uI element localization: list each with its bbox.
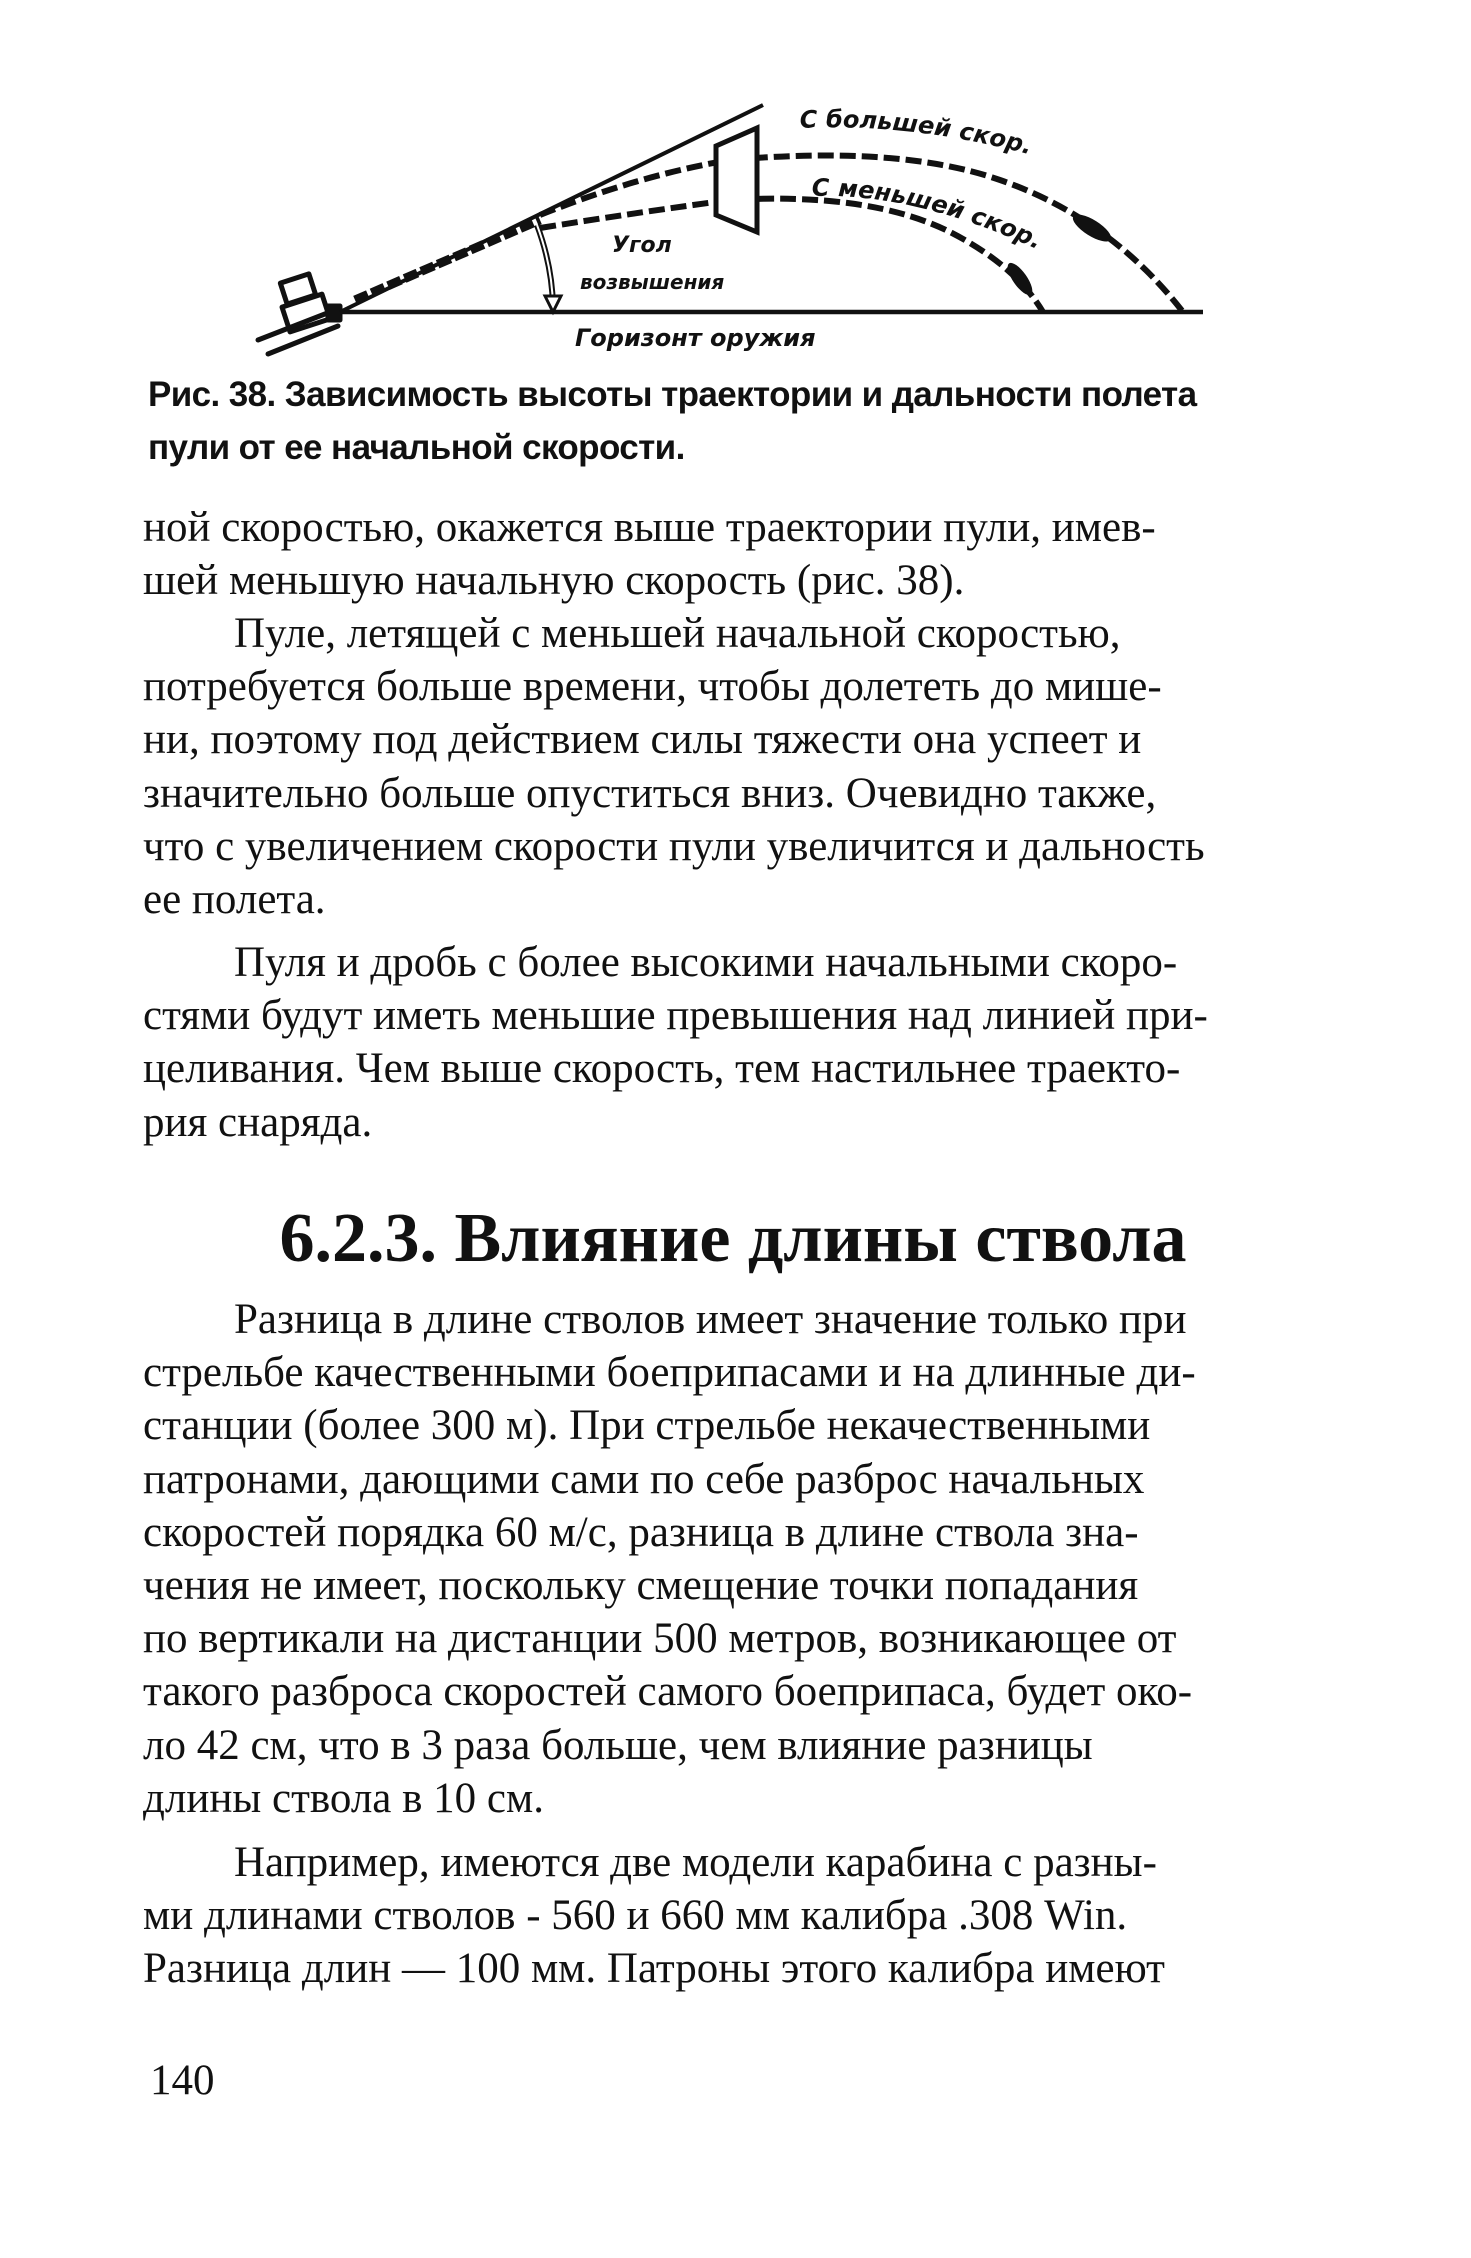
elevation-angle-arrow: [537, 225, 561, 312]
text-line: такого разброса скоростей самого боеприпаса, будет око-: [143, 1668, 1193, 1716]
text-line: шей меньшую начальную скорость (рис. 38).: [143, 557, 965, 605]
text-line: Разница в длине стволов имеет значение только при: [234, 1296, 1187, 1343]
figure-caption: [148, 368, 1325, 474]
text-line: Например, имеются две модели карабина с разны-: [234, 1839, 1157, 1886]
text-line: станции (более 300 м). При стрельбе некачественными: [143, 1402, 1151, 1450]
page-number: 140: [150, 2057, 215, 2104]
text-line: ее полета.: [143, 875, 326, 923]
bullet-lower-speed-icon: [1003, 259, 1036, 298]
text-line: рия снаряда.: [143, 1098, 373, 1146]
text-line: ни, поэтому под действием силы тяжести она успеет и: [143, 716, 1142, 764]
section-heading: 6.2.3. Влияние длины ствола: [279, 1200, 1187, 1277]
trajectory-diagram: [0, 0, 1471, 362]
label-higher-speed: С большей скор.: [799, 105, 1036, 161]
text-line: ло 42 см, что в 3 раза больше, чем влияние разницы: [143, 1721, 1093, 1769]
label-weapon-horizon: Горизонт оружия: [575, 324, 816, 352]
muzzle-dashes: [355, 220, 540, 300]
bullet-higher-speed-icon: [1069, 210, 1115, 247]
paragraph: [143, 501, 1323, 607]
text-line: патронами, дающими сами по себе разброс начальных: [143, 1455, 1145, 1503]
text-line: ной скоростью, окажется выше траектории пули, имев-: [143, 504, 1156, 551]
caption-line: пули от ее начальной скорости.: [148, 428, 685, 467]
paragraph: [143, 936, 1323, 1149]
text-line: длины ствола в 10 см.: [143, 1774, 544, 1822]
caption-line: Рис. 38. Зависимость высоты траектории и дальности полета: [148, 375, 1197, 414]
text-line: скоростей порядка 60 м/с, разница в длине ствола зна-: [143, 1508, 1139, 1556]
text-line: стрельбе качественными боеприпасами и на длинные ди-: [143, 1349, 1196, 1397]
text-line: потребуется больше времени, чтобы долететь до мише-: [143, 663, 1162, 711]
text-line: значительно больше опуститься вниз. Очевидно также,: [143, 769, 1157, 817]
text-line: что с увеличением скорости пули увеличится и дальность: [143, 822, 1205, 870]
text-line: целивания. Чем выше скорость, тем настильнее траекто-: [143, 1045, 1181, 1093]
weapon-icon: [258, 274, 340, 354]
paragraph: [143, 607, 1323, 926]
text-line: Разница длин — 100 мм. Патроны этого калибра имеют: [143, 1945, 1165, 1993]
text-line: стями будут иметь меньшие превышения над линией при-: [143, 992, 1208, 1040]
text-line: Пуля и дробь с более высокими начальными скоро-: [234, 939, 1178, 986]
label-elevation-angle-line2: возвышения: [580, 270, 725, 294]
figure-38: [0, 0, 1471, 362]
text-line: Пуле, летящей с меньшей начальной скоростью,: [234, 610, 1121, 657]
label-lower-speed: С меньшей скор.: [811, 173, 1047, 255]
text-line: чения не имеет, поскольку смещение точки попадания: [143, 1561, 1139, 1609]
paragraph: [143, 1293, 1323, 1825]
label-elevation-angle-line1: Угол: [612, 233, 672, 258]
target-plate: [716, 128, 757, 232]
text-line: по вертикали на дистанции 500 метров, возникающее от: [143, 1615, 1177, 1663]
text-line: ми длинами стволов - 560 и 660 мм калибра .308 Win.: [143, 1892, 1128, 1940]
paragraph: [143, 1836, 1323, 1996]
